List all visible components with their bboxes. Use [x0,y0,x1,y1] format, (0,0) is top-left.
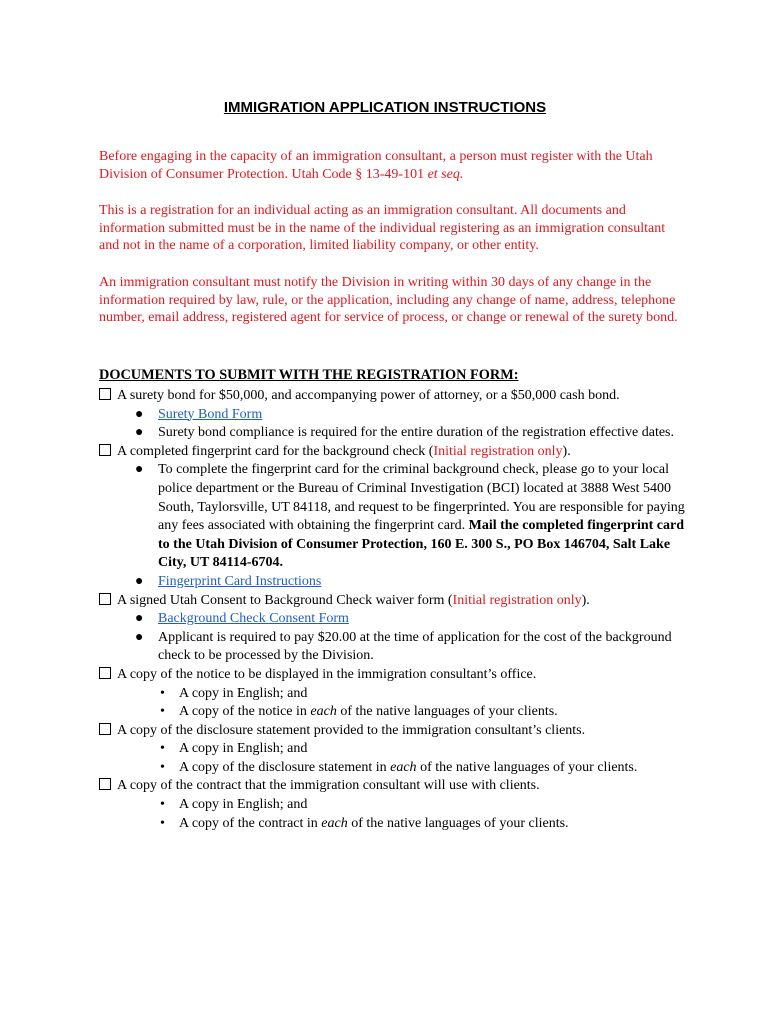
bullet-icon: ● [135,462,144,478]
intro-paragraph-1 [99,148,679,183]
item-note: A copy of the contract in [179,815,322,831]
item-note: A copy of the disclosure statement in [179,759,391,775]
item-note: A copy in English; and [179,685,308,701]
checkbox[interactable] [99,778,111,790]
initial-registration-note: Initial registration only [433,443,563,459]
item-note: Applicant is required to pay $20.00 at the time of application for the cost of the background check to be processed by the Division. [158,629,672,664]
list-item [99,424,699,443]
emphasis: each [321,815,348,831]
item-note: of the native languages of your clients. [347,815,569,831]
checkbox[interactable] [99,593,111,605]
list-item [99,759,699,778]
list-item [99,406,699,425]
checkbox[interactable] [99,723,111,735]
item-text: A signed Utah Consent to Background Check waiver form ( [117,592,453,608]
item-text-close: ). [581,592,590,608]
bullet-icon: • [160,704,165,720]
emphasis: each [390,759,417,775]
bullet-icon: ● [135,425,144,441]
item-note: of the native languages of your clients. [416,759,638,775]
checkbox[interactable] [99,388,111,400]
list-item [99,629,699,666]
documents-heading-text: DOCUMENTS TO SUBMIT WITH THE REGISTRATION FORM [99,367,514,383]
documents-heading [99,367,518,384]
bullet-icon: • [160,797,165,813]
intro-paragraph-3: An immigration consultant must notify the Division in writing within 30 days of any change in the information required by law, rule, or the application, including any change of name, address, telephone number, email address, registered agent for service of process, or change or renewal of the surety bond. [99,275,678,325]
item-note: A copy of the notice in [179,704,311,720]
list-item [99,461,699,573]
bullet-icon: • [160,741,165,757]
item-text: A copy of the contract that the immigration consultant will use with clients. [117,778,540,794]
document-item-fingerprint-card [99,443,699,462]
mailing-instructions: Mail the completed fingerprint card to the Utah Division of Consumer Protection, 160 E. 300 S., PO Box 146704, Salt Lake City, UT 84114-6704. [158,518,685,571]
item-text: A completed fingerprint card for the background check ( [117,443,434,459]
documents-list [99,387,699,833]
bullet-icon: ● [135,629,144,645]
list-item [99,573,699,592]
et-seq: et seq. [427,166,464,182]
list-item [99,610,699,629]
item-text: A copy of the disclosure statement provided to the immigration consultant’s clients. [117,722,586,738]
background-check-consent-form-link[interactable]: Background Check Consent Form [158,611,349,627]
emphasis: each [310,704,337,720]
fingerprint-card-instructions-link[interactable]: Fingerprint Card Instructions [158,573,322,589]
surety-bond-form-link[interactable]: Surety Bond Form [158,406,263,422]
bullet-icon: • [160,685,165,701]
item-note: A copy in English; and [179,741,308,757]
document-item-disclosure [99,722,699,741]
intro-text-1: Before engaging in the capacity of an immigration consultant, a person must register with the Utah Division of Consumer Protection. Utah Code § 13-49-101 [99,149,653,182]
item-note: To complete the fingerprint card for the criminal background check, please go to your local police department or the Bureau of Criminal Investigation (BCI) located at 3888 West 5400 South, Taylorsville, UT 84118, and request to be fingerprinted. You are responsible for paying any fees associated with obtaining the fingerprint card. [158,462,685,534]
page-title: IMMIGRATION APPLICATION INSTRUCTIONS [223,99,547,116]
item-text-close: ). [562,443,571,459]
documents-heading-colon: : [513,367,519,383]
intro-paragraph-2: This is a registration for an individual acting as an immigration consultant. All documents and information submitted must be in the name of the individual registering as an immigration consultant and not in the name of a corporation, limited liability company, or other entity. [99,203,666,253]
list-item [99,740,699,759]
document-item-notice [99,666,699,685]
bullet-icon: ● [135,611,144,627]
list-item [99,685,699,704]
item-note: A copy in English; and [179,797,308,813]
list-item [99,815,699,834]
bullet-icon: • [160,759,165,775]
document-item-background-consent [99,592,699,611]
document-item-surety-bond [99,387,699,406]
item-text: A copy of the notice to be displayed in the immigration consultant’s office. [117,666,537,682]
checkbox[interactable] [99,444,111,456]
item-text: A surety bond for $50,000, and accompanying power of attorney, or a $50,000 cash bond. [117,388,620,403]
item-note: of the native languages of your clients. [336,704,558,720]
bullet-icon: ● [135,406,144,422]
bullet-icon: • [160,815,165,831]
checkbox[interactable] [99,667,111,679]
document-item-contract [99,777,699,796]
bullet-icon: ● [135,573,144,589]
list-item [99,703,699,722]
item-note: Surety bond compliance is required for the entire duration of the registration effective dates. [158,425,675,441]
initial-registration-note: Initial registration only [452,592,582,608]
list-item [99,796,699,815]
